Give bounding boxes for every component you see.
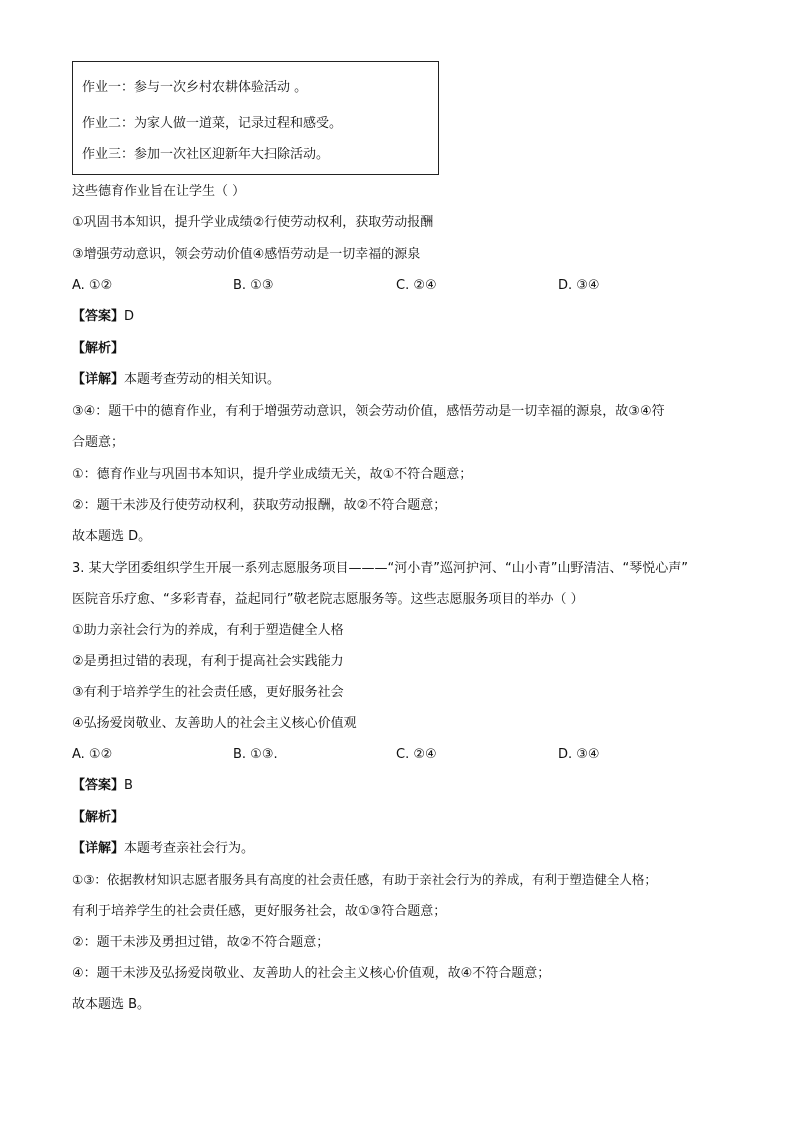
q3-option-d: D. ③④ [558, 747, 600, 762]
q3-answer [72, 778, 133, 794]
q2-choice-line-2: ③增强劳动意识，领会劳动价值④感悟劳动是一切幸福的源泉 [72, 247, 421, 262]
q3-stem-line-1: 3. 某大学团委组织学生开展一系列志愿服务项目———“河小青”巡河护河、“山小青”山野清洁、“琴悦心声” [72, 561, 688, 576]
q2-explain-3: ②：题干未涉及行使劳动权利，获取劳动报酬，故②不符合题意； [72, 498, 447, 513]
q3-explain-1b: 有利于培养学生的社会责任感，更好服务社会，故①③符合题意； [72, 904, 447, 919]
q3-conclusion: 故本题选 B。 [72, 997, 151, 1012]
detail-tag: 【详解】 [72, 372, 125, 387]
q2-option-d: D. ③④ [558, 278, 600, 293]
q3-option-b: B. ①③. [233, 747, 278, 762]
homework-task-2: 作业二：为家人做一道菜，记录过程和感受。 [82, 116, 343, 131]
detail-tag: 【详解】 [72, 841, 125, 856]
q3-explain-1a: ①③：依据教材知识志愿者服务具有高度的社会责任感，有助于亲社会行为的养成，有利于塑造健全人格； [72, 872, 657, 887]
q2-explain-1a: ③④：题干中的德育作业，有利于增强劳动意识，领会劳动价值，感悟劳动是一切幸福的源泉，故③④符 [72, 404, 665, 419]
answer-tag: 【答案】 [72, 778, 125, 793]
q3-stem-line-2: 医院音乐疗愈、“多彩青春，益起同行”敬老院志愿服务等。这些志愿服务项目的举办（ ） [72, 592, 584, 607]
detail-intro: 本题考查亲社会行为。 [124, 841, 255, 856]
q3-choice-2: ②是勇担过错的表现，有利于提高社会实践能力 [72, 654, 344, 669]
q2-analysis-tag: 【解析】 [72, 341, 125, 356]
q2-conclusion: 故本题选 D。 [72, 529, 152, 544]
q2-stem: 这些德育作业旨在让学生（ ） [72, 184, 246, 199]
q2-option-a: A. ①② [72, 278, 113, 293]
q2-detail [72, 372, 280, 388]
q3-option-c: C. ②④ [396, 747, 437, 762]
q3-choice-3: ③有利于培养学生的社会责任感，更好服务社会 [72, 685, 344, 700]
q2-choice-line-1: ①巩固书本知识，提升学业成绩②行使劳动权利，获取劳动报酬 [72, 215, 434, 230]
homework-task-3: 作业三：参加一次社区迎新年大扫除活动。 [82, 147, 330, 162]
answer-value: B [124, 778, 133, 793]
detail-intro: 本题考查劳动的相关知识。 [124, 372, 281, 387]
homework-box [72, 61, 439, 175]
answer-value: D [124, 309, 135, 324]
q2-explain-1b: 合题意； [72, 435, 125, 450]
q3-option-a: A. ①② [72, 747, 113, 762]
q3-detail [72, 841, 254, 857]
q3-choice-4: ④弘扬爱岗敬业、友善助人的社会主义核心价值观 [72, 716, 357, 731]
answer-tag: 【答案】 [72, 309, 125, 324]
q2-explain-2: ①：德育作业与巩固书本知识，提升学业成绩无关，故①不符合题意； [72, 467, 473, 482]
q3-explain-2: ②：题干未涉及勇担过错，故②不符合题意； [72, 935, 330, 950]
q2-option-b: B. ①③ [233, 278, 274, 293]
q2-answer [72, 309, 134, 325]
q3-analysis-tag: 【解析】 [72, 810, 125, 825]
homework-task-1: 作业一：参与一次乡村农耕体验活动 。 [82, 80, 308, 95]
q3-choice-1: ①助力亲社会行为的养成，有利于塑造健全人格 [72, 623, 344, 638]
q2-option-c: C. ②④ [396, 278, 437, 293]
q3-explain-3: ④：题干未涉及弘扬爱岗敬业、友善助人的社会主义核心价值观，故④不符合题意； [72, 966, 551, 981]
